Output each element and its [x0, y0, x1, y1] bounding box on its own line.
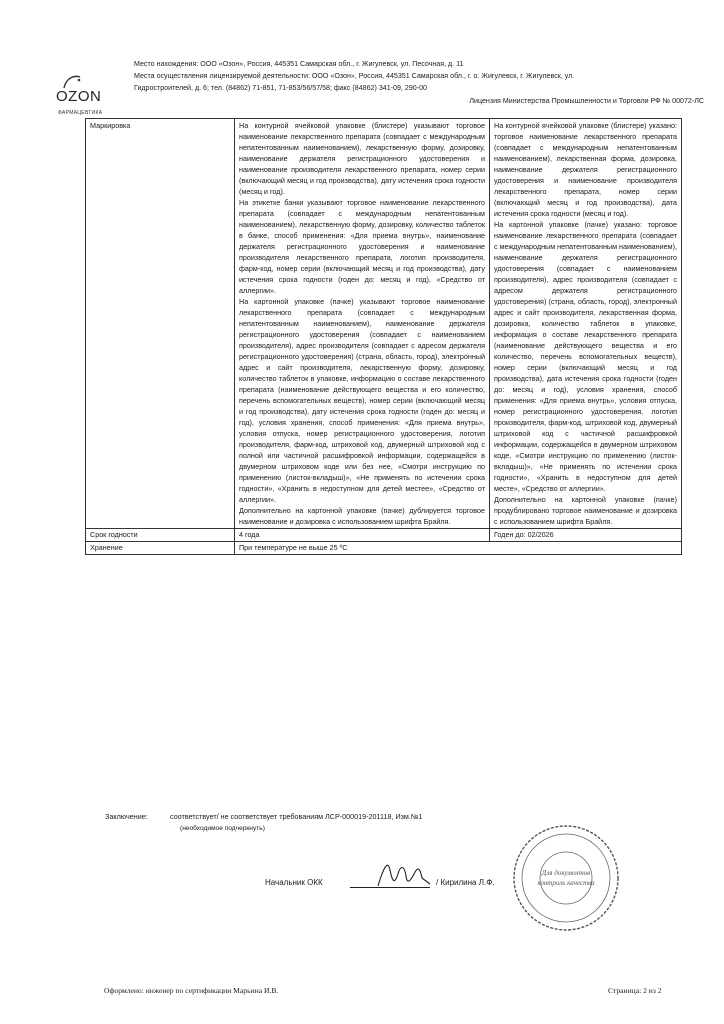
storage-row — [86, 542, 682, 555]
header-activity-address: Места осуществления лицензируемой деятельности: ООО «Озон», Россия, 445351 Самарская обл., г. о. Жигулевск, г. Жигулевск, ул. — [134, 72, 575, 80]
marking-row — [86, 119, 682, 529]
signatory-role: Начальник ОКК — [265, 878, 323, 887]
spec-paragraph: Дополнительно на картонной упаковке (пачке) дублируется торговое наименование и дозировка с использованием шрифта Брайля. — [239, 506, 485, 526]
marking-actual-cell — [490, 119, 682, 529]
header-license: Лицензия Министерства Промышленности и Торговли РФ № 00072-ЛС — [469, 97, 704, 105]
shelf-life-spec: 4 года — [235, 529, 490, 542]
actual-paragraph: На картонной упаковке (пачке) указано: торговое наименование лекарственного препарата (совпадает с международным непатентованным наименованием), наименование держателя регистрационного удостоверения (совпадает с наименованием производителя), адрес производителя (совпадает с адресом держателя регистрационного удостоверения) (страна, область, город), электронный адрес и сайт производителя, лекарственная форма, дозировка, количество таблеток в упаковке, информация о составе лекарственного препарата (наименование действующего вещества и его количество, перечень вспомогательных веществ), номер серии (включающий месяц и год производства), дата истечения срока годности (годен до: месяц и год), условия хранения, способ применения: «Для приема внутрь», условия отпуска, номер регистрационного удостоверения, логотип производителя, фарм-код, штриховой код, двумерный штриховой код с частичной расшифровкой информации, содержащейся в двумерном штриховом коде, «Смотри инструкцию по применению (листок-вкладыш)», «Не применять по истечении срока годности», «Хранить в недоступном для детей месте», «Средство от аллергии». — [494, 220, 677, 493]
shelf-life-label: Срок годности — [86, 529, 235, 542]
storage-value: При температуре не выше 25 ºС — [235, 542, 682, 555]
specification-table — [85, 118, 682, 555]
header-address: Место нахождения: ООО «Озон», Россия, 445351 Самарская обл., г. Жигулевск, ул. Песочная, д. 11 — [134, 60, 464, 68]
spec-paragraph: На картонной упаковке (пачке) указывают торговое наименование лекарственного препарата (совпадает с международным непатентованным наименованием), наименование держателя регистрационного удостоверения (совпадает с наименованием производителя), адрес производителя (совпадает с адресом держателя регистрационного удостоверения) (страна, область, город), электронный адрес и сайт производителя, лекарственную форму, дозировку, количество таблеток в упаковке, информацию о составе лекарственного препарата (наименование действующего вещества и его количество, перечень вспомогательных веществ), номер серии (включающий месяц и год производства), дату истечения срока годности (годен до: месяц и год), условия хранения, способ применения: «Для приема внутрь», условия отпуска, номер регистрационного удостоверения, логотип производителя, фарм-код, штриховой код, двумерный штриховой код с полной или частичной расшифровкой информации, содержащейся в двумерном штриховом коде или без нее, «Смотри инструкцию по применению (листок-вкладыш)», «Не применять по истечении срока годности», «Хранить в недоступном для детей местее», «Средство от аллергии». — [239, 297, 485, 504]
footer-page-number: Страница: 2 из 2 — [608, 986, 662, 995]
signatory-name: / Кирилина Л.Ф. — [436, 878, 495, 887]
footer-prepared-by: Оформлено: инженер по сертификации Марьина И.В. — [104, 986, 279, 995]
logo-subtitle: ФАРМАЦЕВТИКА — [58, 110, 103, 116]
spec-paragraph: На контурной ячейковой упаковке (блистере) указывают торговое наименование лекарственного препарата (совпадает с международным непатентованным наименованием), лекарственную форму, дозировку, наименование держателя регистрационного удостоверения и наименование производителя лекарственного препарата, номер серии (включающий месяц и год производства), дату истечения срока годности (месяц и год). — [239, 121, 485, 196]
header-contacts: Гидростроителей, д. 6; тел. (84862) 71-851, 71-853/56/57/58; факс (84862) 341-09, 290-00 — [134, 84, 427, 92]
company-stamp — [510, 822, 622, 934]
conclusion-text: соответствует/ не соответствует требованиям ЛСР-000019-201118, Изм.№1 — [170, 812, 423, 821]
conclusion-note: (необходимое подчеркнуть) — [180, 825, 265, 832]
shelf-life-row — [86, 529, 682, 542]
spec-paragraph: На этикетке банки указывают торговое наименование лекарственного препарата (совпадает с международным непатентованным наименованием), лекарственную форму, дозировку, количество таблеток в банке, способ применения: «Для приема внутрь», наименование держателя регистрационного удостоверения и наименование производителя лекарственного препарата, логотип производителя, фарм-код, номер серии (включающий месяц и год производства), дату истечения срока годности (годен до: месяц и год), «Средство от аллергии». — [239, 198, 485, 295]
marking-label: Маркировка — [86, 119, 235, 529]
shelf-life-actual: Годен до: 02/2026 — [490, 529, 682, 542]
conclusion-label: Заключение: — [105, 812, 148, 821]
company-logo — [56, 74, 118, 120]
stamp-text-line1: Для документов — [541, 869, 591, 877]
actual-paragraph: На контурной ячейковой упаковке (блистере) указано: торговое наименование лекарственного препарата (совпадает с международным непатентованным наименованием), лекарственная форма, дозировка, наименование держателя регистрационного удостоверения и наименование производителя лекарственного препарата, номер серии (включающий месяц и год производства), дата истечения срока годности (месяц и год). — [494, 121, 677, 218]
storage-label: Хранение — [86, 542, 235, 555]
stamp-text-line2: контроль качества — [537, 879, 595, 887]
signature-line — [350, 887, 430, 888]
marking-spec-cell — [235, 119, 490, 529]
actual-paragraph: Дополнительно на картонной упаковке (пачке) продублировано торговое наименование и дозировка с использованием шрифта Брайля. — [494, 495, 677, 526]
logo-text: OZON — [56, 88, 102, 105]
